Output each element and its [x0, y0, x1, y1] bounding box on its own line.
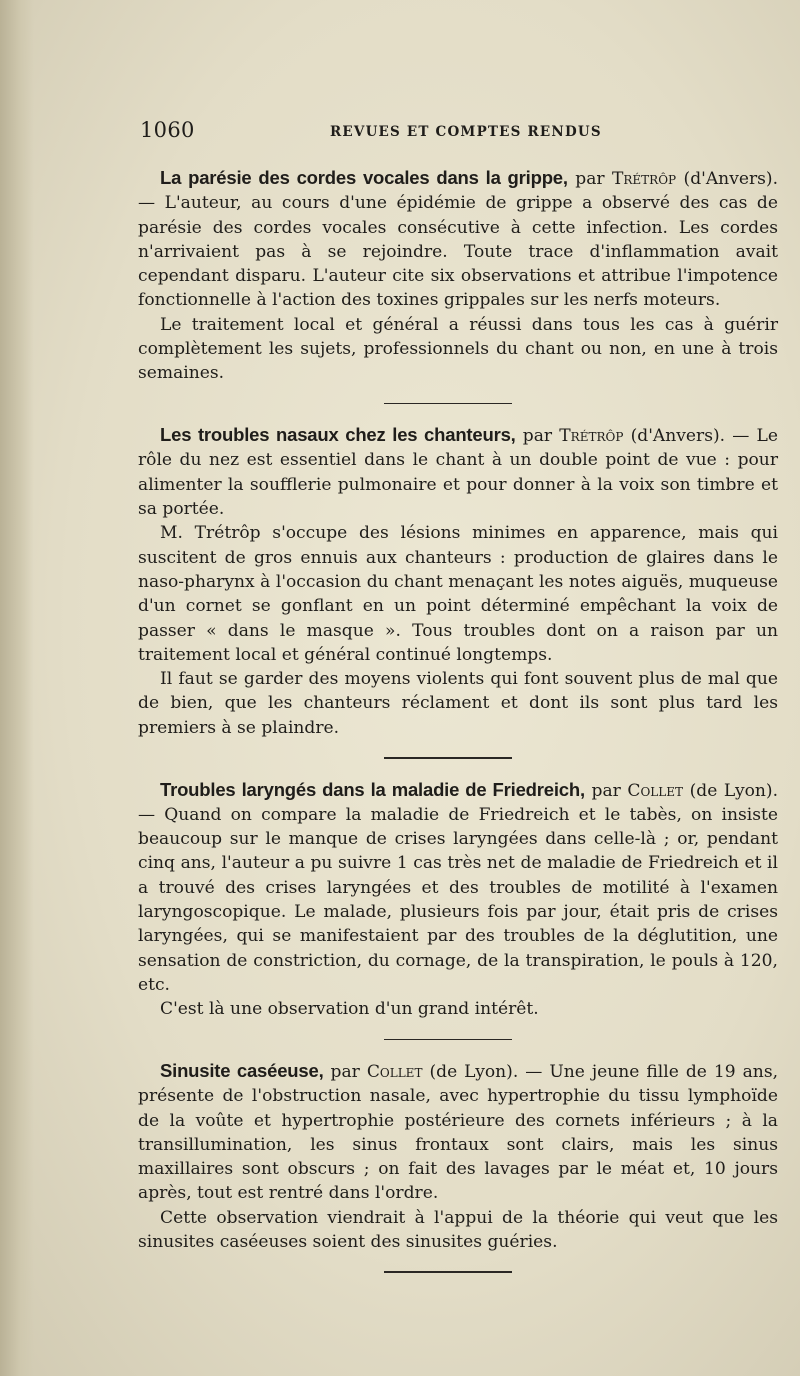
author-name: Trétrôp: [611, 169, 677, 189]
book-spine-shadow: [0, 0, 34, 1376]
article-paresie: [138, 166, 778, 386]
section-divider: [384, 757, 512, 759]
article-paragraph: Cette observation viendrait à l'appui de la théorie qui veut que les sinusites caséeuses soient des sinusites guéries.: [138, 1207, 778, 1253]
article-paragraph: C'est là une observation d'un grand intérêt.: [160, 999, 539, 1020]
author-name: Trétrôp: [559, 426, 624, 447]
author-prefix: par: [591, 780, 621, 801]
author-name: Collet: [627, 780, 684, 801]
article-paragraph: Le traitement local et général a réussi dans tous les cas à guérir complètement les sujets, professionnels du chant ou non, en une à trois semaines.: [138, 314, 778, 384]
article-title: Les troubles nasaux chez les chanteurs,: [160, 424, 516, 446]
section-divider: [384, 1271, 512, 1273]
article-paragraph: Il faut se garder des moyens violents qui font souvent plus de mal que de bien, que les chanteurs réclament et dont ils sont plus tard les premiers à se plaindre.: [138, 669, 778, 738]
article-lead-text: (d'Anvers). — L'auteur, au cours d'une épidémie de grippe a observé des cas de parésie des cordes vocales consécutive à cette infection. Les cordes n'arrivaient pas à se rejoindre. Toute trace d'inflammation avait cependant disparu. L'auteur cite six observations et attribue l'impotence fonctionnelle à l'action des toxines grippales sur les nerfs moteurs.: [138, 169, 779, 311]
page-content: [138, 166, 778, 1292]
article-lead-text: (de Lyon). — Une jeune fille de 19 ans, présente de l'obstruction nasale, avec hypertrophie du tissu lymphoïde de la voûte et hypertrophie postérieure des cornets inférieurs ; à la transillumination, les sinus frontaux sont clairs, mais les sinus maxillaires sont obscurs ; on fait des lavages par le méat et, 10 jours après, tout est rentré dans l'ordre.: [138, 1062, 779, 1204]
article-title: Troubles laryngés dans la maladie de Friedreich,: [160, 778, 585, 800]
section-divider: [384, 1039, 512, 1041]
page-number: 1060: [140, 118, 195, 142]
author-prefix: par: [575, 169, 605, 189]
article-troubles-nasaux: [138, 423, 778, 740]
article-lead-paragraph: [138, 1059, 778, 1206]
article-sinusite: [138, 1059, 778, 1254]
article-paragraph: M. Trétrôp s'occupe des lésions minimes en apparence, mais qui suscitent de gros ennuis aux chanteurs : production de glaires dans le naso-pharynx à l'occasion du chant menaçant les notes aiguës, muqueuse d'un cornet se gonflant en un point déterminé empêchant la voix de passer « dans le masque ». Tous troubles dont on a raison par un traitement local et général continué longtemps.: [138, 523, 778, 665]
author-prefix: par: [522, 426, 553, 447]
article-title: Sinusite caséeuse,: [160, 1060, 324, 1081]
author-name: Collet: [366, 1062, 423, 1082]
article-friedreich: [138, 778, 778, 1022]
page-header: [140, 118, 780, 152]
article-lead-paragraph: [138, 166, 778, 313]
article-lead-text: (de Lyon). — Quand on compare la maladie de Friedreich et le tabès, on insiste beaucoup sur le manque de crises laryngées dans celle-là ; or, pendant cinq ans, l'auteur a pu suivre 1 cas très net de maladie de Friedreich et il a trouvé des crises laryngées et des troubles de motilité à l'examen laryngoscopique. Le malade, plusieurs fois par jour, était pris de crises laryngées, qui se manifestaient par des troubles de la déglutition, une sensation de constriction, du cornage, de la transpiration, le pouls à 120, etc.: [138, 780, 778, 995]
article-lead-paragraph: [138, 423, 778, 521]
running-head: REVUES ET COMPTES RENDUS: [330, 124, 602, 140]
article-title: La parésie des cordes vocales dans la grippe,: [160, 167, 568, 188]
article-lead-paragraph: [138, 778, 778, 998]
article-lead-text: (d'Anvers). — Le rôle du nez est essentiel dans le chant à un double point de vue : pour alimenter la soufflerie pulmonaire et pour donner à la voix son timbre et sa portée.: [138, 426, 778, 520]
author-prefix: par: [330, 1062, 360, 1082]
section-divider: [384, 403, 512, 405]
